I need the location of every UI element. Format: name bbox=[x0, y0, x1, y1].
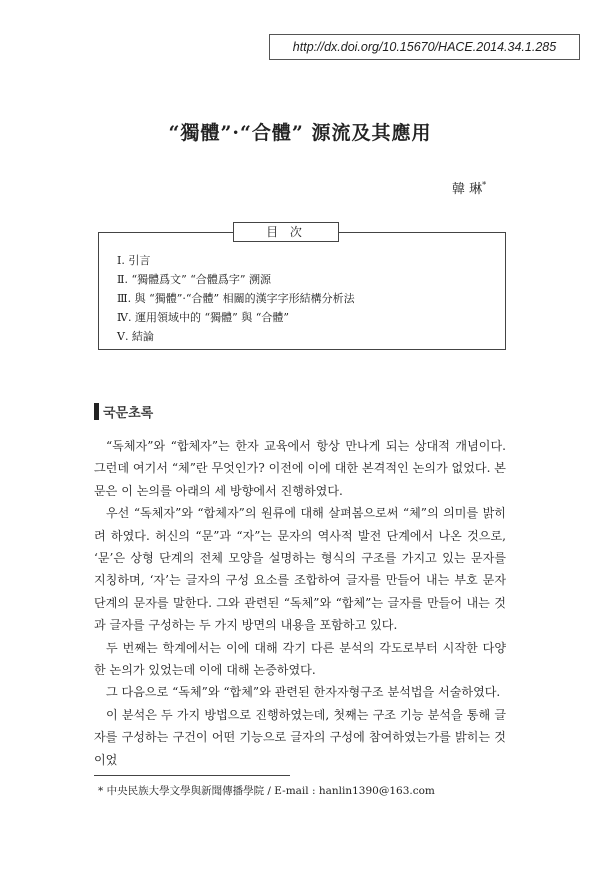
abstract-paragraph: 이 분석은 두 가지 방법으로 진행하였는데, 첫째는 구조 기능 분석을 통해 글자를 구성하는 구건이 어떤 기능으로 글자의 구성에 참여하였는가를 밝히는 것이었 bbox=[94, 707, 506, 767]
abstract-paragraph: 우선 “독체자”와 “합체자”의 원류에 대해 살펴봄으로써 “체”의 의미를 밝히려 하였다. 허신의 “문”과 “자”는 문자의 역사적 발전 단계에서 나온 것으로, ‘문’은 상형 단계의 전체 모양을 설명하는 형식의 구조를 가지고 있는 문자를 지칭하며, ‘자’는 글자의 구성 요소를 조합하여 글자를 만들어 내는 부호 문자 단계의 문자를 말한다. 그와 관련된 “독체”와 “합체”는 글자를 만들어 내는 것과 글자를 구성하는 두 가지 방면의 내용을 포함하고 있다. bbox=[94, 506, 506, 633]
toc-item: Ⅰ. 引言 bbox=[117, 254, 151, 267]
abstract-paragraph: “독체자”와 “합체자”는 한자 교육에서 항상 만나게 되는 상대적 개념이다. 그런데 여기서 “체”란 무엇인가? 이전에 이에 대한 본격적인 논의가 없었다. 본문은 이 논의를 아래의 세 방향에서 진행하였다. bbox=[94, 439, 506, 498]
author bbox=[452, 178, 486, 197]
author-footnote-mark: * bbox=[482, 180, 487, 190]
heading-bar bbox=[94, 403, 99, 420]
footnote: * 中央民族大學文學與新聞傳播學院 / E-mail : hanlin1390@163.com bbox=[98, 785, 435, 797]
abstract-paragraph: 두 번째는 학계에서는 이에 대해 각기 다른 분석의 각도로부터 시작한 다양한 논의가 있었는데 이에 대해 논증하였다. bbox=[94, 640, 506, 678]
abstract-body bbox=[94, 435, 506, 771]
toc-item: Ⅳ. 運用領域中的 “獨體” 與 “合體” bbox=[117, 311, 289, 324]
table-of-contents bbox=[98, 232, 506, 350]
author-name: 韓 琳 bbox=[452, 182, 483, 197]
toc-item: Ⅴ. 結論 bbox=[117, 330, 154, 343]
abstract-heading-label: 국문초록 bbox=[103, 406, 154, 421]
footnote-divider bbox=[94, 775, 290, 776]
abstract-paragraph: 그 다음으로 “독체”와 “합체”와 관련된 한자자형구조 분석법을 서술하였다. bbox=[106, 685, 501, 700]
toc-heading: 目 次 bbox=[233, 222, 339, 242]
paper-title: “獨體”·“合體” 源流及其應用 bbox=[168, 122, 432, 144]
doi-link[interactable]: http://dx.doi.org/10.15670/HACE.2014.34.1.285 bbox=[269, 34, 580, 60]
abstract-heading bbox=[94, 402, 153, 421]
toc-item: Ⅱ. “獨體爲文” “合體爲字” 溯源 bbox=[117, 273, 271, 286]
toc-item: Ⅲ. 與 “獨體”·“合體” 相關的漢字字形結構分析法 bbox=[117, 292, 355, 305]
